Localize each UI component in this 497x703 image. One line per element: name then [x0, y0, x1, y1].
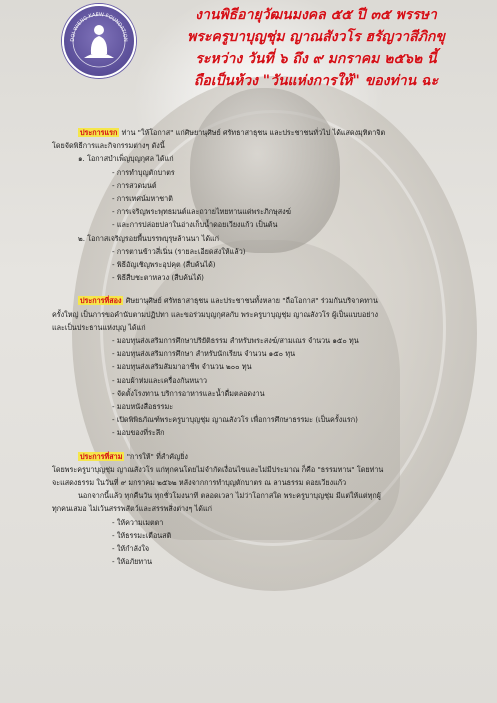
list-item: - ให้ธรรมะเตือนสติ — [112, 530, 172, 540]
list-item: - การเทศน์มหาชาติ — [112, 194, 173, 204]
section-third-line-3: จะแสดงธรรม ในวันที่ ๙ มกราคม ๒๕๖๒ หลังจากการทำบุญตักบาตร ณ ลานธรรม ดอยเวียงแก้ว — [52, 478, 347, 488]
list-item: - การเจริญพระพุทธมนต์และถวายไทยทานแด่พระภิกษุสงฆ์ — [112, 207, 292, 217]
section-first-label: ประการแรก — [80, 128, 118, 137]
list-item: - พิธีอัญเชิญพระอุปคุต (สืบค้นได้) — [112, 260, 216, 270]
section-second-intro-3: และเป็นประธานแห่งบุญ ได้แก่ — [52, 322, 146, 332]
section-third-line-5: ทุกคนเสมอ ไม่เว้นสรรพสัตว์และสรรพสิ่งต่างๆ ได้แก่ — [52, 504, 212, 514]
section-second-text: ศิษยานุศิษย์ ศรัทธาสาธุชน และประชาชนทั้งหลาย "ถือโอกาส" ร่วมกันบริจาคทาน — [123, 296, 378, 306]
list-item: - มอบทุนส่งเสริมสัมมาอาชีพ จำนวน ๒๐๐ ทุน — [112, 362, 252, 372]
sub-heading-2: ๒. โอกาสเจริญรอยพื้นบรรพบุรุษล้านนา ได้แก่ — [78, 233, 219, 243]
foundation-logo — [62, 4, 136, 78]
section-third-line-4: นอกจากนี้แล้ว ทุกคืนวัน ทุกชั่วโมงนาที ตลอดเวลา ไม่ว่าโอกาสใด พระครูบาบุญชุ่ม มีแต่ให้แต่ทุกผู้ — [78, 491, 381, 501]
list-item: - ให้ความเมตตา — [112, 517, 164, 527]
section-second-intro — [52, 294, 454, 307]
logo-top-text: DOI WIENG KAEW FOUNDATION — [69, 11, 129, 42]
list-item: - ให้กำลังใจ — [112, 544, 150, 554]
section-third-text: "การให้" ที่สำคัญยิ่ง — [124, 451, 188, 461]
sub-heading-1: ๑. โอกาสบำเพ็ญบุญกุศล ได้แก่ — [78, 154, 174, 164]
section-third-intro — [52, 450, 454, 463]
list-item: - พิธีสืบชะตาหลวง (สืบค้นได้) — [112, 273, 204, 283]
section-second-intro-2: ครั้งใหญ่ เป็นการขอคำนับตามปฏิปทา และขอร่วมบุญกุศลกับ พระครูบาบุญชุ่ม ญาณสังวโร ผู้เป็นแบบอย่าง — [52, 309, 379, 319]
list-item: - เปิดพิพิธภัณฑ์พระครูบาบุญชุ่ม ญาณสังวโร เพื่อการศึกษาธรรมะ (เป็นครั้งแรก) — [112, 415, 358, 425]
header-title-block — [140, 4, 492, 92]
list-item: - มอบของที่ระลึก — [112, 428, 165, 438]
section-first-text: ท่าน "ให้โอกาส" แก่ศิษยานุศิษย์ ศรัทธาสาธุชน และประชาชนทั่วไป ได้แสดงมุทิตาจิต — [119, 128, 386, 137]
list-item: - มอบทุนส่งเสริมการศึกษาปริยัติธรรม สำหรับพระสงฆ์/สามเณร จำนวน ๑๕๐ ทุน — [112, 336, 359, 346]
body-content — [52, 126, 454, 569]
buddha-icon — [64, 6, 134, 76]
list-item: - มอบหนังสือธรรมะ — [112, 402, 174, 412]
list-item: - การทำบุญตักบาตร — [112, 167, 175, 177]
list-item: - และการปล่อยปลาในอ่างเก็บน้ำดอยเวียงแก้ว เป็นต้น — [112, 220, 278, 230]
header-line-3: ระหว่าง วันที่ ๖ ถึง ๙ มกราคม ๒๕๖๒ นี้ — [195, 51, 437, 67]
header-line-4: ถือเป็นห้วง "วันแห่งการให้" ของท่าน ฉะ — [193, 73, 439, 89]
list-item: - มอบทุนส่งเสริมการศึกษา สำหรับนักเรียน จำนวน ๑๕๐ ทุน — [112, 349, 296, 359]
list-item: - ให้อภัยทาน — [112, 557, 153, 567]
list-item: - การสวดมนต์ — [112, 180, 157, 190]
list-item: - จัดตั้งโรงทาน บริการอาหารและน้ำดื่มตลอดงาน — [112, 388, 265, 398]
list-item: - การตานข้าวสี่เนิ่น (รายละเอียดส่งให้แล้ว) — [112, 246, 246, 256]
section-first-intro-2: โดยจัดพิธีการและกิจกรรมต่างๆ ดังนี้ — [52, 141, 165, 151]
header-line-2: พระครูบาบุญชุ่ม ญาณสังวโร ฮรัญวาสีภิกขุ — [187, 29, 445, 45]
section-third-label: ประการที่สาม — [80, 451, 123, 461]
section-third-line-2: โดยพระครูบาบุญชุ่ม ญาณสังวโร แก่ทุกคนโดยไม่จำกัดเงื่อนไขและไม่มีประมาณ ก็คือ "ธรรมทาน" โดยท่าน — [52, 464, 384, 474]
section-second-label: ประการที่สอง — [80, 296, 122, 306]
section-first-intro — [52, 126, 454, 139]
list-item: - มอบผ้าห่มและเครื่องกันหนาว — [112, 375, 208, 385]
header-line-1: งานพิธีอายุวัฒนมงคล ๕๕ ปี ๓๕ พรรษา — [195, 7, 437, 23]
